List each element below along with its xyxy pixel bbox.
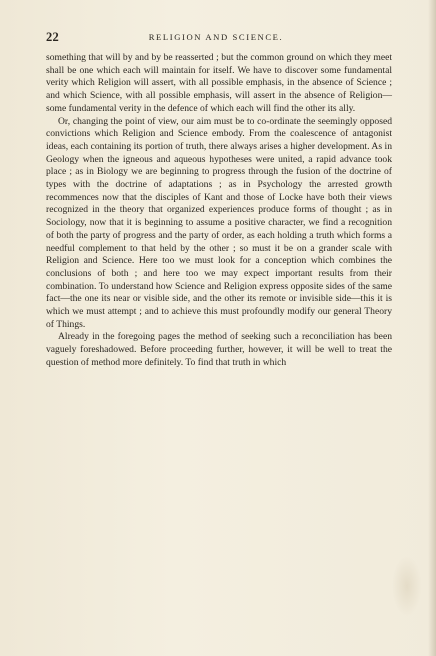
paragraph-3: Already in the foregoing pages the method of seeking such a reconciliation has been vaguely foreshadowed. Before proceeding further, however, it will be well to treat the question of method more definitely. To find that truth in which (46, 331, 392, 368)
running-head: RELIGION AND SCIENCE. (148, 32, 284, 42)
page-number: 22 (46, 30, 60, 44)
page-edge-shadow (428, 0, 436, 656)
paragraph-1: something that will by and by be reasserted ; but the common ground on which they meet shall be one which each will maintain for itself. We have to discover some fundamental verity which Religion will assert, with all possible emphasis, in the absence of Science ; and which Science, with all possible emphasis, will assert in the absence of Religion—some fundamental verity in the defence of which each will find the other its ally. (46, 52, 392, 114)
body-text (46, 52, 392, 370)
paragraph-2: Or, changing the point of view, our aim must be to co-ordinate the seemingly opposed convictions which Religion and Science embody. From the coalescence of antagonist ideas, each containing its portion of truth, there always arises a higher development. As in Geology when the igneous and aqueous hypotheses were united, a rapid advance took place ; as in Biology we are beginning to progress through the fusion of the doctrine of types with the doctrine of adaptations ; as in Psychology the arrested growth recommences now that the disciples of Kant and those of Locke have both their views recognized in the theory that organized experiences produce forms of thought ; as in Sociology, now that it is beginning to assume a positive character, we find a recognition of both the party of progress and the party of order, as each holding a truth which forms a needful complement to that held by the other ; so must it be on a grander scale with Religion and Science. Here too we must look for a conception which combines the conclusions of both ; and here too we may expect important results from their combination. To understand how Science and Religion express opposite sides of the same fact—the one its near or visible side, and the other its remote or invisible side—this it is which we must attempt ; and to achieve this must profoundly modify our general Theory of Things. (46, 115, 392, 330)
paper-stain (392, 556, 422, 616)
page-header (46, 30, 386, 46)
